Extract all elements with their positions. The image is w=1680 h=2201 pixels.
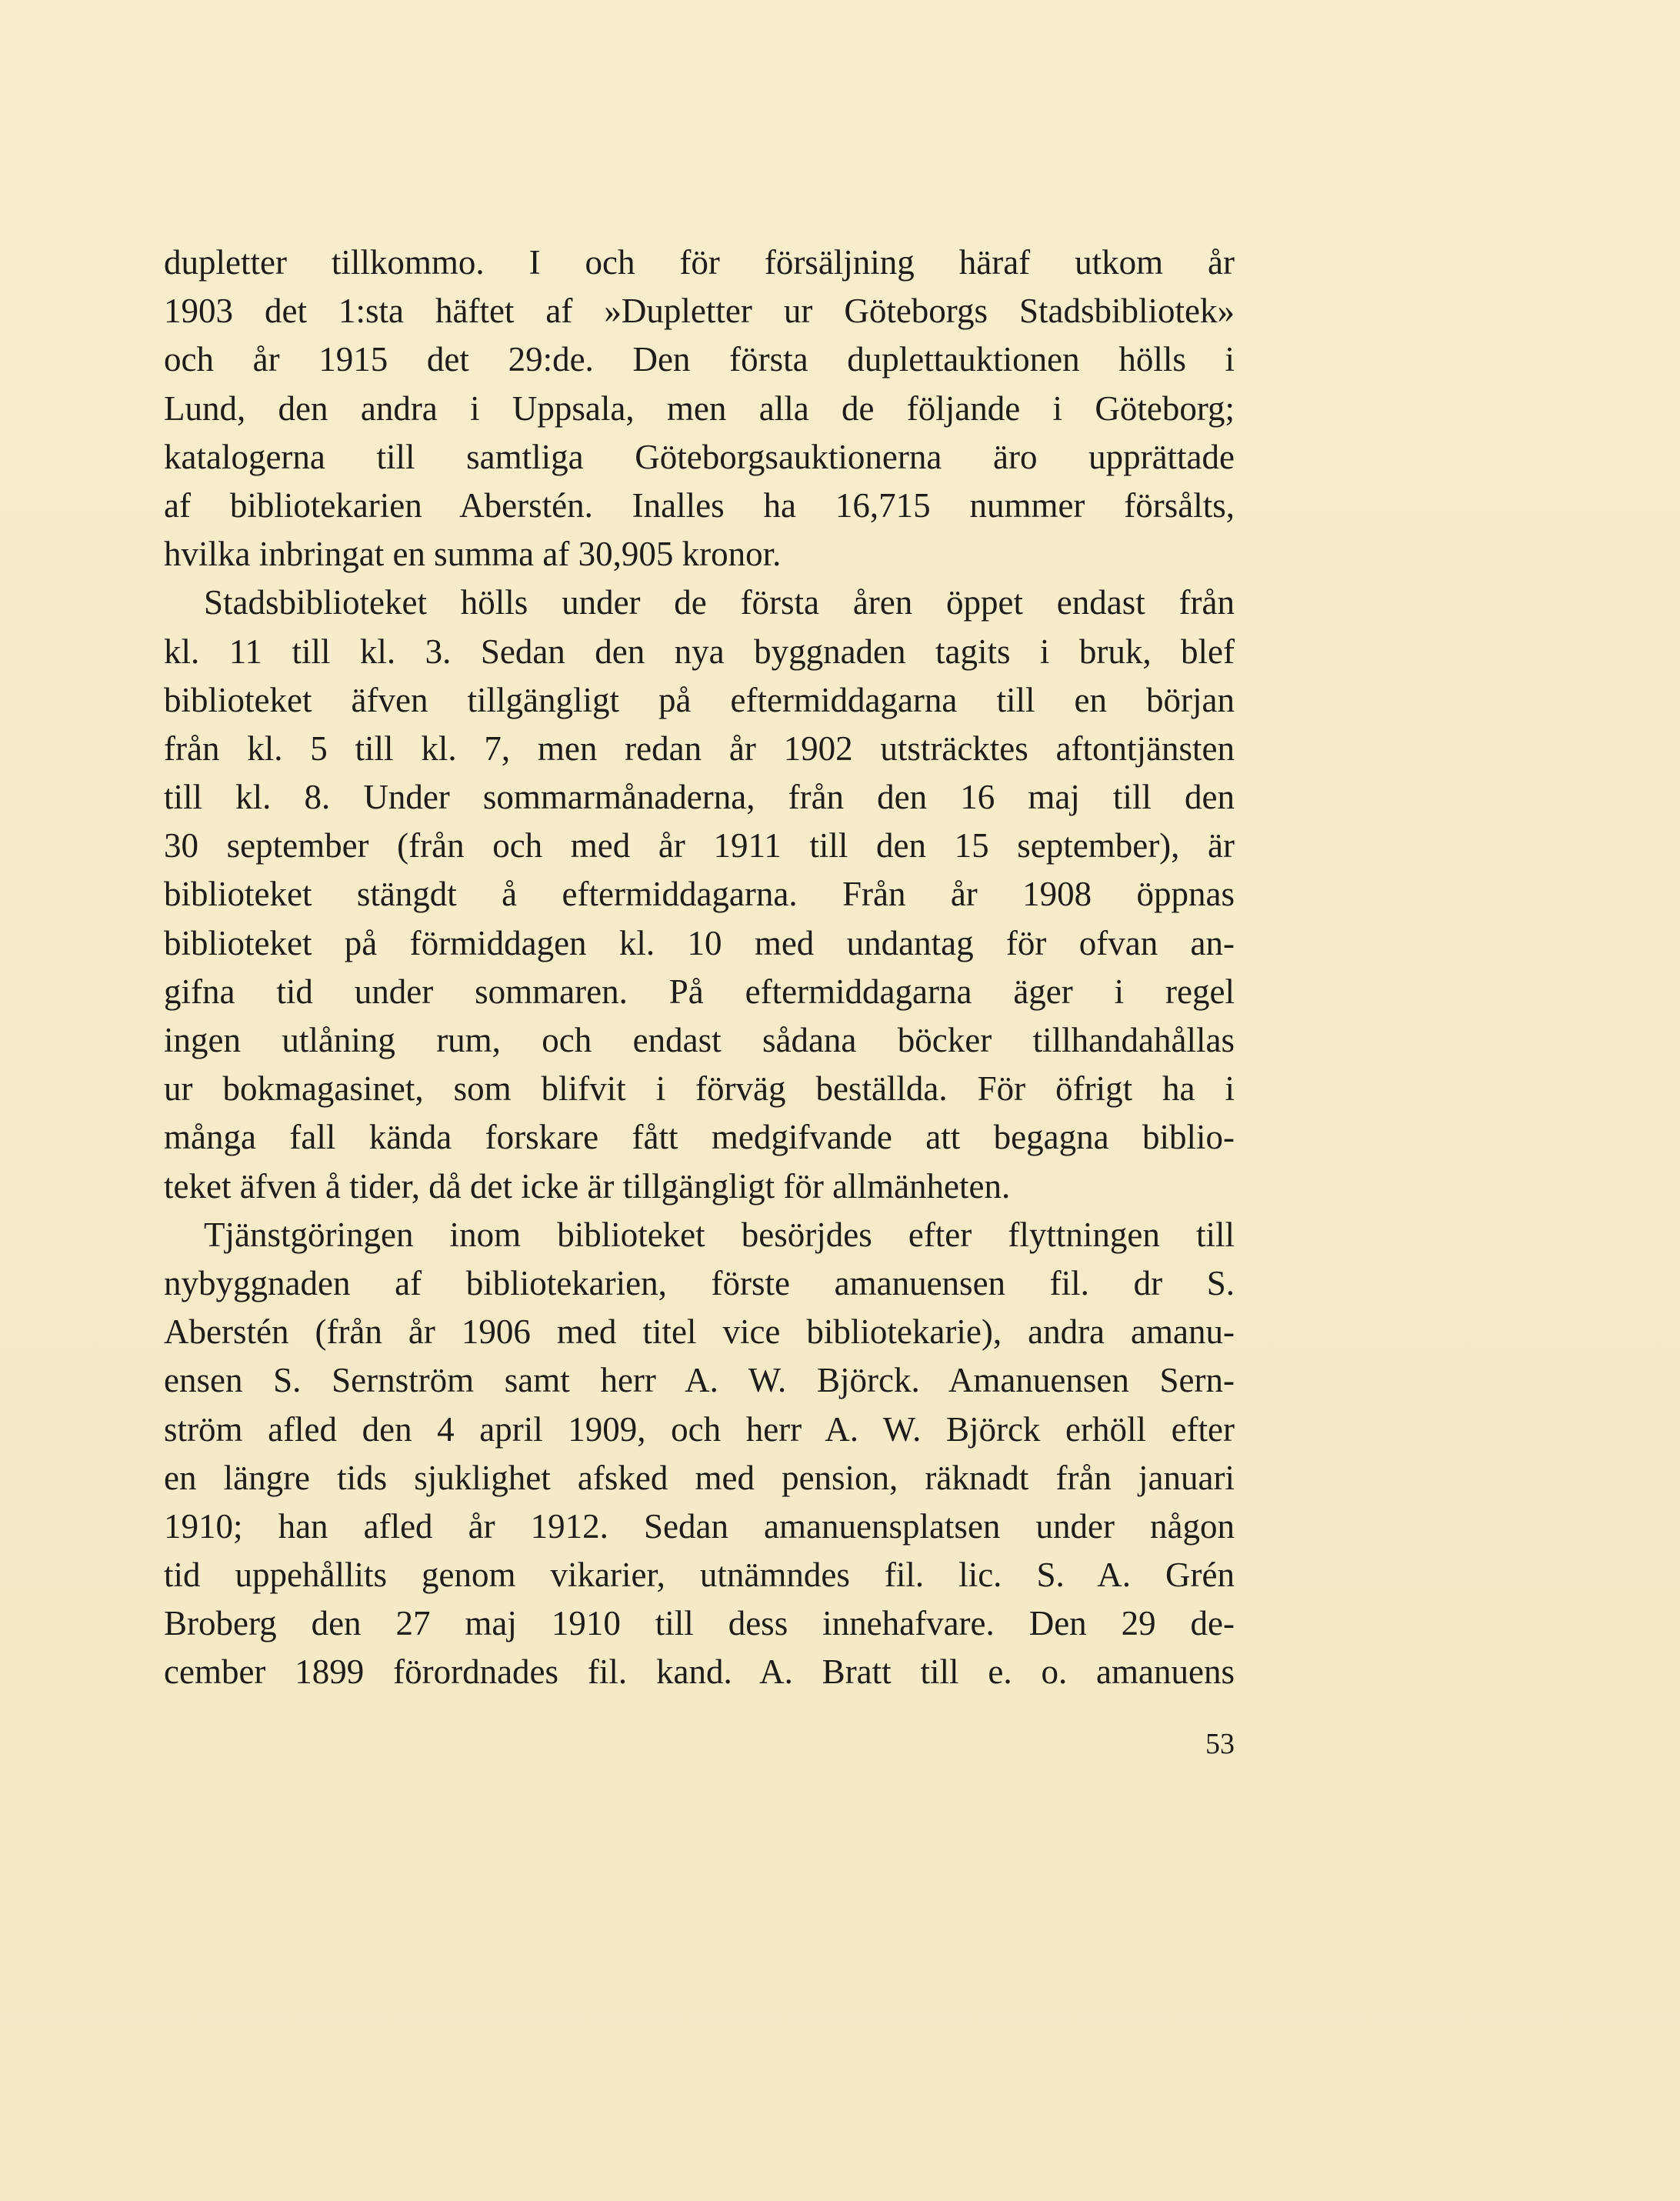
text-line: Aberstén (från år 1906 med titel vice bibliotekarie), andra amanu- [164,1312,1235,1352]
text-line: biblioteket stängdt å eftermiddagarna. Från år 1908 öppnas [164,875,1235,914]
text-line: ensen S. Sernström samt herr A. W. Björck. Amanuensen Sern- [164,1361,1235,1400]
text-line: 30 september (från och med år 1911 till den 15 september), är [164,826,1235,865]
text-line: biblioteket äfven tillgängligt på eftermiddagarna till en början [164,680,1235,719]
text-line: nybyggnaden af bibliotekarien, förste amanuensen fil. dr S. [164,1263,1235,1302]
text-line: af bibliotekarien Aberstén. Inalles ha 16,715 nummer försålts, [164,485,1235,525]
text-line: en längre tids sjuklighet afsked med pension, räknadt från januari [164,1458,1235,1497]
text-line: Tjänstgöringen inom biblioteket besörjdes efter flyttningen till [204,1215,1235,1254]
text-line: tid uppehållits genom vikarier, utnämndes fil. lic. S. A. Grén [164,1556,1235,1595]
text-line: 1910; han afled år 1912. Sedan amanuensplatsen under någon [164,1506,1235,1546]
text-line: ström afled den 4 april 1909, och herr A. W. Björck erhöll efter [164,1409,1235,1449]
text-line: till kl. 8. Under sommarmånaderna, från den 16 maj till den [164,778,1235,817]
page-number: 53 [1205,1728,1235,1760]
body-text [164,238,1235,1697]
text-line: från kl. 5 till kl. 7, men redan år 1902 utsträcktes aftontjänsten [164,729,1235,768]
text-line: Lund, den andra i Uppsala, men alla de följande i Göteborg; [164,389,1235,428]
text-line: Broberg den 27 maj 1910 till dess innehafvare. Den 29 de- [164,1604,1235,1643]
text-line: ingen utlåning rum, och endast sådana böcker tillhandahållas [164,1021,1235,1059]
text-line: ur bokmagasinet, som blifvit i förväg beställda. För öfrigt ha i [164,1069,1235,1109]
text-line: biblioteket på förmiddagen kl. 10 med undantag för ofvan an- [164,923,1235,962]
text-line: dupletter tillkommo. I och för försäljning häraf utkom år [164,243,1235,282]
text-line: katalogerna till samtliga Göteborgsauktionerna äro upprättade [164,437,1235,476]
text-line: hvilka inbringat en summa af 30,905 kronor. [164,535,782,574]
text-line: 1903 det 1:sta häftet af »Dupletter ur Göteborgs Stadsbibliotek» [164,292,1235,331]
text-line: och år 1915 det 29:de. Den första duplettauktionen hölls i [164,340,1235,379]
text-line: många fall kända forskare fått medgifvande att begagna biblio- [164,1118,1235,1157]
text-line: gifna tid under sommaren. På eftermiddagarna äger i regel [164,972,1235,1011]
text-line: kl. 11 till kl. 3. Sedan den nya byggnaden tagits i bruk, blef [164,632,1235,671]
text-line: Stadsbiblioteket hölls under de första åren öppet endast från [204,583,1235,622]
text-line: cember 1899 förordnades fil. kand. A. Bratt till e. o. amanuens [164,1652,1235,1692]
text-line: teket äfven å tider, då det icke är tillgängligt för allmänheten. [164,1166,1011,1206]
